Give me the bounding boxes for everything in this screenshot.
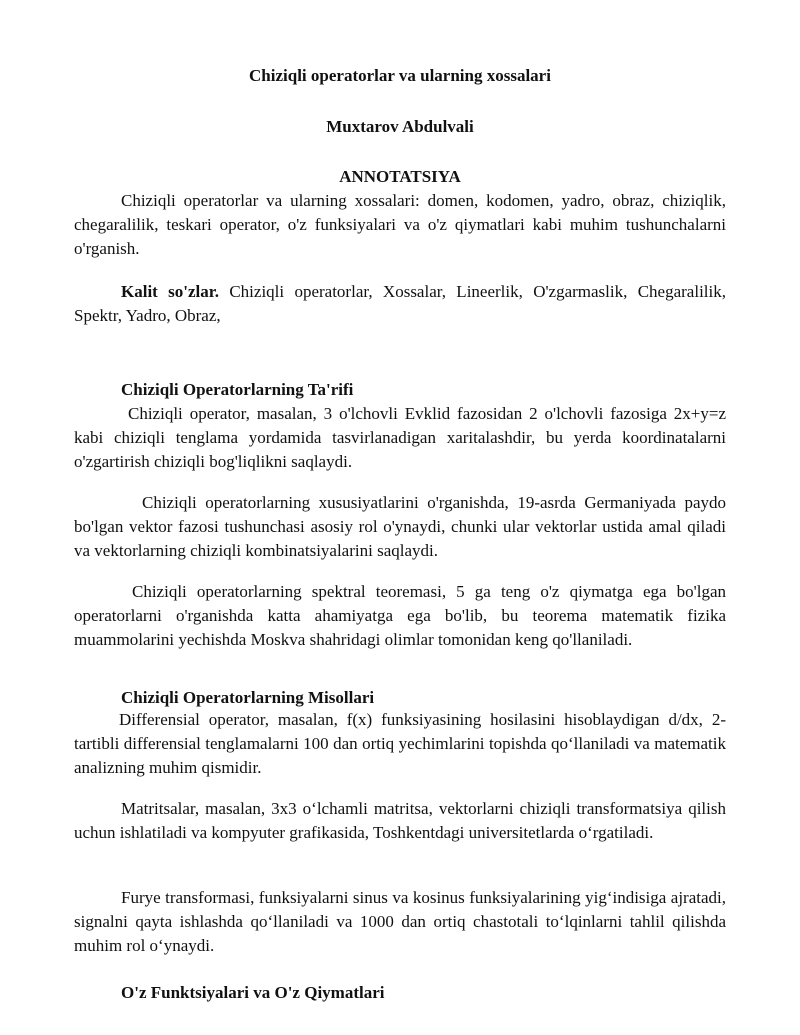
section-examples-paragraph: Furye transformasi, funksiyalarni sinus va kosinus funksiyalarining yig‘indisiga ajratadi, signalni qayta ishlashda qo‘llaniladi va 1000 dan ortiq chastotali to‘lqinlarni tahlil qilishda muhim rol o‘ynaydi.	[74, 888, 726, 955]
paper-title: Chiziqli operatorlar va ularning xossalari	[249, 66, 551, 85]
section-heading-definition: Chiziqli Operatorlarning Ta'rifi	[121, 380, 354, 399]
section-examples-paragraph: Matritsalar, masalan, 3x3 o‘lchamli matritsa, vektorlarni chiziqli transformatsiya qilish uchun ishlatiladi va kompyuter grafikasida, Toshkentdagi universitetlarda o‘rgatiladi.	[74, 799, 726, 842]
section-examples-p3-block	[74, 886, 726, 958]
section-examples-p1-block	[74, 708, 726, 780]
section-examples-paragraph: Differensial operator, masalan, f(x) funksiyasining hosilasini hisoblaydigan d/dx, 2-tartibli differensial tenglamalarni 100 dan ortiq yechimlarini topishda qo‘llaniladi va matematik analizning muhim qismidir.	[74, 710, 726, 777]
author-name: Muxtarov Abdulvali	[326, 117, 474, 136]
keywords-block	[74, 280, 726, 328]
keywords-text: Chiziqli operatorlar, Xossalar, Lineerlik, O'zgarmaslik, Chegaralilik, Spektr, Yadro, Obraz,	[74, 282, 726, 325]
abstract-block	[74, 189, 726, 261]
section-examples-p2-block	[74, 797, 726, 845]
keywords-paragraph	[74, 280, 726, 328]
keywords-label: Kalit so'zlar.	[121, 282, 220, 301]
section-definition-paragraph: Chiziqli operatorlarning spektral teoremasi, 5 ga teng o'z qiymatga ega bo'lgan operatorlarni o'rganishda katta ahamiyatga ega bo'lib, bu teorema matematik fizika muammolarini yechishda Moskva shahridagi olimlar tomonidan keng qo'llaniladi.	[74, 582, 726, 649]
section-definition-p3-block	[74, 580, 726, 652]
section-definition-paragraph: Chiziqli operatorlarning xususiyatlarini o'rganishda, 19-asrda Germaniyada paydo bo'lgan vektor fazosi tushunchasi asosiy rol o'ynaydi, chunki ular vektorlar ustida amal qiladi va vektorlarning chiziqli kombinatsiyalarini saqlaydi.	[74, 493, 726, 560]
section-definition-paragraph: Chiziqli operator, masalan, 3 o'lchovli Evklid fazosidan 2 o'lchovli fazosiga 2x+y=z kabi chiziqli tenglama yordamida tasvirlanadigan xaritalashdir, bu yerda koordinatalarni o'zgartirish chiziqli bog'liqlikni saqlaydi.	[74, 404, 726, 471]
abstract-text	[74, 189, 726, 261]
section-heading-eigen: O'z Funktsiyalari va O'z Qiymatlari	[121, 983, 385, 1002]
abstract-text-main: Chiziqli operatorlar va ularning xossalari: domen, kodomen, yadro, obraz, chiziqlik, chegaralilik, teskari operator, o'z funksiyalari va o'z qiymatlari kabi muhim tushunchalarni	[74, 191, 726, 234]
section-definition-p1-block	[74, 402, 726, 474]
abstract-heading: ANNOTATSIYA	[339, 167, 461, 186]
section-heading-examples: Chiziqli Operatorlarning Misollari	[121, 688, 375, 707]
abstract-text-end: o'rganish.	[74, 239, 140, 258]
section-definition-p2-block	[74, 491, 726, 563]
